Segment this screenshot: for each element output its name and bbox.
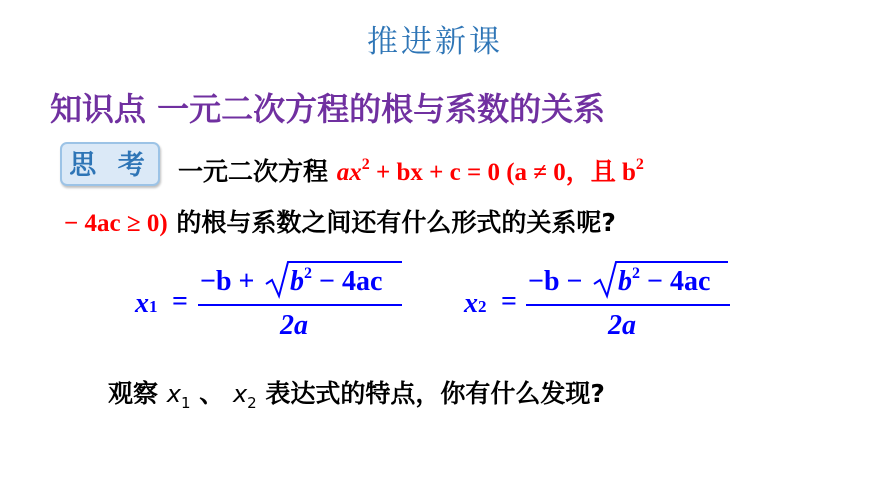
x1-fraction-bar bbox=[198, 304, 402, 306]
x2-equals: = bbox=[501, 286, 517, 317]
x2-lhs bbox=[464, 288, 487, 320]
think-line-2 bbox=[64, 203, 616, 239]
observe-x2: $x_2$ bbox=[232, 380, 257, 412]
x1-denominator: 2a bbox=[280, 310, 308, 341]
equation bbox=[336, 155, 644, 186]
observe-prefix: 观察 bbox=[108, 379, 159, 408]
observe-separator: 、 bbox=[199, 379, 225, 408]
knowledge-point-title: 知识点 一元二次方程的根与系数的关系 bbox=[50, 90, 606, 128]
x1-lhs bbox=[135, 288, 158, 320]
x2-radicand bbox=[618, 266, 710, 298]
think-badge: 思 考 bbox=[60, 142, 160, 186]
observe-line bbox=[108, 374, 605, 412]
x1-rad-exp: 2 bbox=[304, 264, 312, 282]
x2-rad-rest: − 4ac bbox=[647, 266, 711, 297]
section-title: 推进新课 bbox=[367, 24, 503, 60]
eq-exponent: 2 bbox=[361, 155, 370, 173]
x1-sub: 1 bbox=[149, 297, 158, 316]
x1-numerator-left: −b + bbox=[200, 266, 255, 297]
x2-rad-b: b bbox=[618, 266, 632, 297]
observe-suffix: 表达式的特点，你有什么发现? bbox=[265, 379, 605, 408]
x1-radicand bbox=[290, 266, 382, 298]
eq-rest: + bx + c = 0 (a ≠ 0，且 b bbox=[375, 159, 636, 186]
b-exponent: 2 bbox=[635, 155, 644, 173]
think-question: 的根与系数之间还有什么形式的关系呢? bbox=[176, 208, 616, 237]
x1-rad-b: b bbox=[290, 266, 304, 297]
x1-radical-sign bbox=[264, 258, 404, 300]
x1-var: x bbox=[135, 288, 149, 319]
x2-var: x bbox=[464, 288, 478, 319]
x2-numerator-left: −b − bbox=[528, 266, 583, 297]
observe-x1: $x_1$ bbox=[166, 380, 191, 412]
x2-fraction-bar bbox=[526, 304, 730, 306]
x2-radical-sign bbox=[592, 258, 732, 300]
x2-sub: 2 bbox=[478, 297, 487, 316]
x2-denominator: 2a bbox=[608, 310, 636, 341]
x1-rad-rest: − 4ac bbox=[319, 266, 383, 297]
think-lead: 一元二次方程 bbox=[178, 157, 329, 186]
think-line-1 bbox=[178, 152, 644, 188]
condition-continued: − 4ac ≥ 0) bbox=[64, 210, 168, 237]
eq-ax: ax bbox=[336, 159, 362, 186]
x2-rad-exp: 2 bbox=[632, 264, 640, 282]
x1-equals: = bbox=[172, 286, 188, 317]
